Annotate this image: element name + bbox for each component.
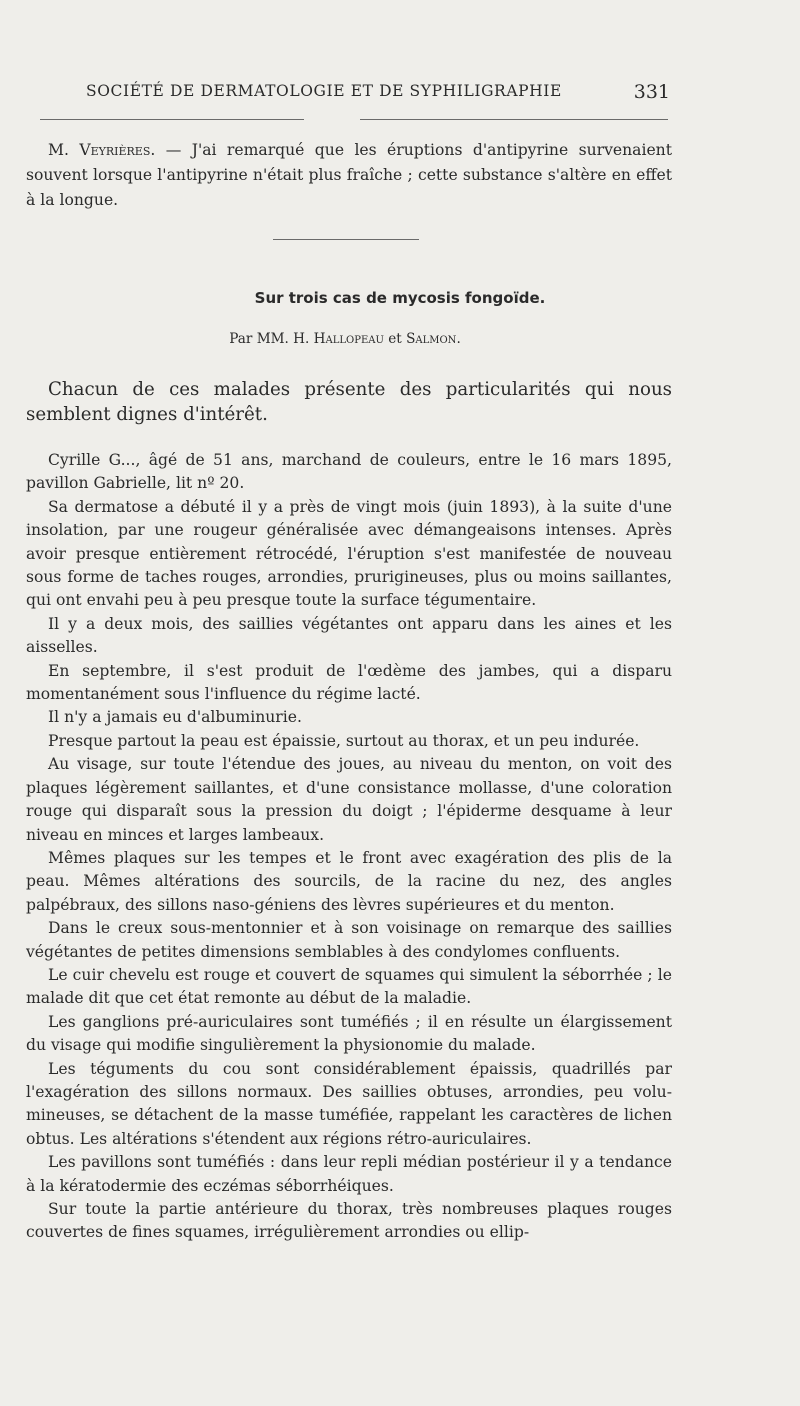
running-title: SOCIÉTÉ DE DERMATOLOGIE ET DE SYPHILIGRAPHIE	[86, 82, 562, 100]
lead-paragraph: Chacun de ces malades présente des particularités qui nous semblent dignes d'intérêt.	[26, 379, 672, 425]
intro-paragraph	[26, 138, 672, 212]
header-rule-left	[40, 119, 304, 120]
author-salmon: Salmon	[406, 331, 457, 347]
body-paragraph: Sur toute la partie antérieure du thorax, très nombreuses plaques rouges couvertes de fines squames, irrégulièrement arrondies ou ellip-	[26, 1200, 672, 1242]
body-paragraph: Presque partout la peau est épaissie, surtout au thorax, et un peu indurée.	[48, 731, 640, 750]
body-paragraph: Sa dermatose a débuté il y a près de vingt mois (juin 1893), à la suite d'une insolation, par une rougeur généralisée avec démangeaisons intenses. Après avoir presque entièrement rétrocédé, l'éruption s'est manifestée de nouveau sous forme de taches rouges, arrondies, prurigineuses, plus ou moins saillantes, qui ont envahi peu à peu presque toute la surface tégumentaire.	[26, 497, 672, 610]
intro-text: — J'ai remarqué que les éruptions d'antipyrine survenaient souvent lorsque l'antipyrine n'était plus fraîche ; cette substance s'altère en effet à la longue.	[26, 141, 672, 209]
speaker-name: M. Veyrières.	[48, 141, 156, 159]
byline-suffix: .	[456, 331, 461, 347]
header-rule-right	[360, 119, 668, 120]
body-paragraph: Au visage, sur toute l'étendue des joues, au niveau du menton, on voit des plaques légèrement saillantes, et d'une consistance mollasse, d'une coloration rouge qui disparaît sous la pression du doigt ; l'épiderme desquame à leur niveau en minces et larges lambeaux.	[26, 755, 672, 844]
page-number: 331	[633, 81, 670, 103]
body-paragraph: Les pavillons sont tuméfiés : dans leur repli médian postérieur il y a tendance à la kératodermie des eczémas séborrhéiques.	[26, 1153, 672, 1195]
section-separator	[273, 239, 419, 240]
body-paragraph: Il y a deux mois, des saillies végétantes ont apparu dans les aines et les aisselles.	[26, 614, 672, 657]
body-paragraph: Les téguments du cou sont considérablement épaissis, quadrillés par l'exagération des sillons normaux. Des saillies obtuses, arrondies, peu volumineuses, se détachent de la masse tuméfiée, rappelant les caractères de lichen obtus. Les altérations s'étendent aux régions rétro-auriculaires.	[26, 1059, 672, 1148]
body-paragraph: En septembre, il s'est produit de l'œdème des jambes, qui a disparu momentanément sous l'influence du régime lacté.	[26, 661, 672, 704]
intro-remark	[26, 138, 672, 212]
author-hallopeau: Hallopeau	[313, 331, 384, 347]
byline-prefix: Par MM. H.	[229, 331, 314, 347]
body-paragraph: Dans le creux sous-mentonnier et à son voisinage on remarque des saillies végétantes de petites dimensions semblables à des condylomes confluents.	[26, 919, 672, 961]
body-paragraph: Mêmes plaques sur les tempes et le front avec exagération des plis de la peau. Mêmes altérations des sourcils, de la racine du nez, des angles palpébraux, des sillons naso-géniens des lèvres supérieures et du menton.	[26, 848, 672, 914]
running-header	[86, 82, 670, 106]
body-paragraph: Il n'y a jamais eu d'albuminurie.	[48, 708, 302, 727]
body-paragraph: Les ganglions pré-auriculaires sont tuméfiés ; il en résulte un élargissement du visage qui modifie singulièrement la physionomie du malade.	[26, 1012, 672, 1055]
article-body	[26, 449, 672, 1245]
body-paragraph: Cyrille G..., âgé de 51 ans, marchand de couleurs, entre le 16 mars 1895, pavillon Gabrielle, lit nº 20.	[26, 451, 672, 493]
byline-join: et	[383, 331, 407, 347]
body-paragraph: Le cuir chevelu est rouge et couvert de squames qui simulent la séborrhée ; le malade dit que cet état remonte au début de la maladie.	[26, 965, 672, 1008]
byline	[0, 331, 690, 347]
article-title: Sur trois cas de mycosis fongoïde.	[254, 289, 546, 307]
